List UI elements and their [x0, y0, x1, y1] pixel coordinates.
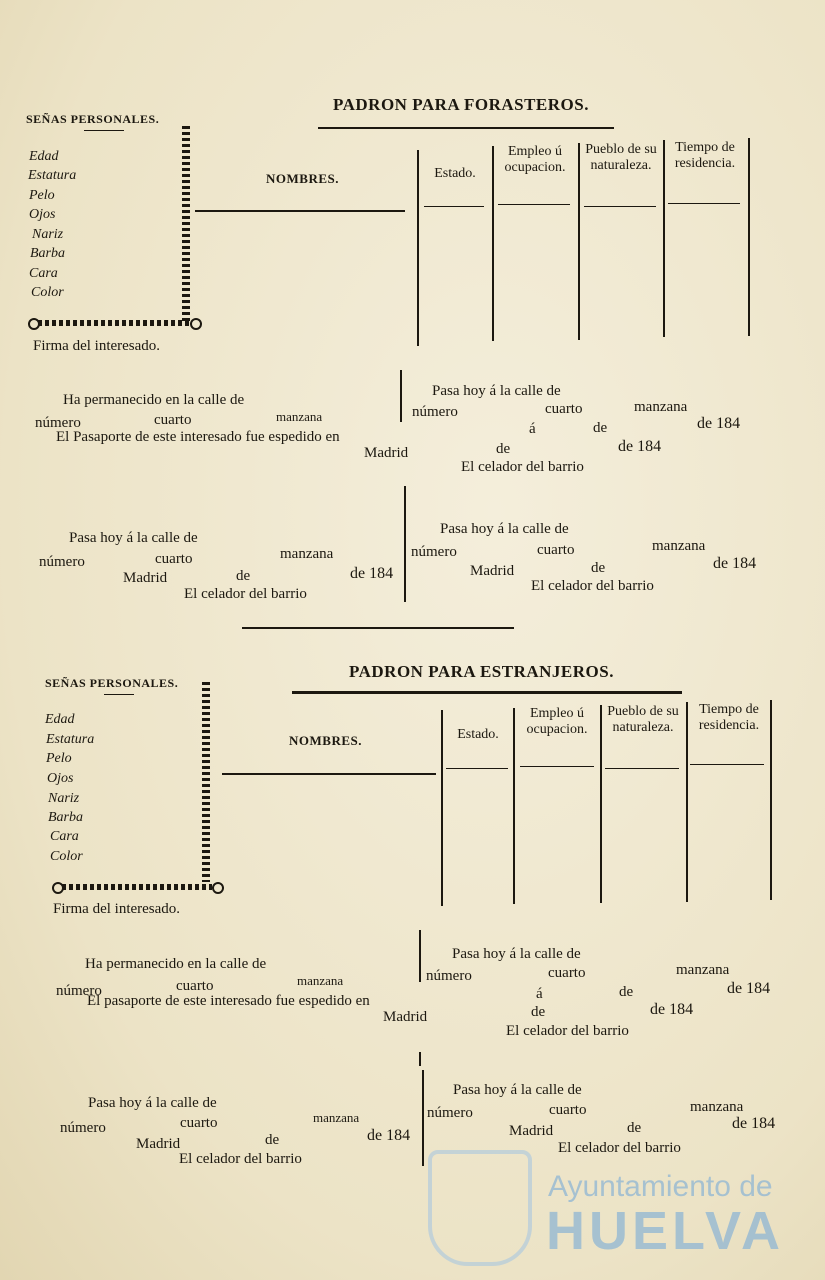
- column-rule: [498, 204, 570, 205]
- text-word: cuarto: [180, 1115, 218, 1131]
- title-rule: [318, 127, 614, 129]
- text-word: número: [412, 404, 458, 420]
- text-word: á: [529, 421, 536, 437]
- trait-label: Edad: [29, 149, 59, 164]
- block-divider: [422, 1070, 424, 1166]
- column-header-pueblo: Pueblo de su naturaleza.: [585, 142, 657, 173]
- trait-label: Color: [50, 849, 83, 864]
- text-word: de: [531, 1004, 546, 1020]
- signature-line: El celador del barrio: [558, 1140, 681, 1156]
- block-divider: [419, 1052, 421, 1066]
- text-word: de: [627, 1120, 642, 1136]
- column-divider: [441, 710, 443, 906]
- column-header-pueblo: Pueblo de su naturaleza.: [607, 704, 679, 735]
- trait-label: Pelo: [46, 751, 72, 766]
- trait-label: Color: [31, 285, 64, 300]
- text-word: de 184: [350, 565, 394, 582]
- text-word: de: [236, 568, 251, 584]
- text-word: de: [265, 1132, 280, 1148]
- text-word: cuarto: [154, 412, 192, 428]
- text-word: manzana: [634, 399, 688, 415]
- text-line: Pasa hoy á la calle de: [88, 1095, 217, 1111]
- column-rule: [446, 768, 508, 769]
- senas-rule: [104, 694, 134, 695]
- text-word: cuarto: [548, 965, 586, 981]
- watermark-line2: HUELVA: [546, 1201, 784, 1261]
- block-divider: [400, 370, 402, 422]
- text-word: manzana: [676, 962, 730, 978]
- text-word: cuarto: [176, 978, 214, 994]
- table-rule: [222, 773, 436, 775]
- column-rule: [605, 768, 679, 769]
- text-word: de 184: [618, 438, 662, 455]
- text-word: Madrid: [123, 570, 168, 586]
- trait-label: Estatura: [28, 168, 77, 183]
- text-word: número: [426, 968, 472, 984]
- text-word: manzana: [280, 546, 334, 562]
- trait-label: Estatura: [46, 732, 95, 747]
- text-word: número: [35, 415, 81, 431]
- text-word: manzana: [652, 538, 706, 554]
- trait-label: Barba: [30, 246, 65, 261]
- column-header-estado: Estado.: [457, 727, 499, 742]
- text-word: manzana: [276, 409, 323, 424]
- text-line: El Pasaporte de este interesado fue espedido en: [56, 429, 340, 445]
- text-word: número: [60, 1120, 106, 1136]
- text-word: de 184: [713, 555, 757, 572]
- table-rule: [195, 210, 405, 212]
- text-word: Madrid: [509, 1123, 554, 1139]
- text-word: cuarto: [537, 542, 575, 558]
- block-divider: [419, 930, 421, 982]
- text-line: Pasa hoy á la calle de: [452, 946, 581, 962]
- signature-line: El celador del barrio: [531, 578, 654, 594]
- signature-line: El celador del barrio: [506, 1023, 629, 1039]
- text-word: de 184: [367, 1127, 411, 1144]
- text-word: cuarto: [549, 1102, 587, 1118]
- text-word: de 184: [697, 415, 741, 432]
- ornament-dot: [190, 318, 202, 330]
- trait-label: Pelo: [29, 188, 55, 203]
- column-rule: [690, 764, 764, 765]
- trait-label: Nariz: [48, 791, 80, 806]
- column-header-nombres: NOMBRES.: [289, 733, 362, 748]
- trait-label: Edad: [45, 712, 75, 727]
- chain-border-horizontal: [62, 884, 212, 890]
- senas-personales-label: SEÑAS PERSONALES.: [26, 112, 160, 126]
- title-rule: [292, 691, 682, 694]
- trait-label: Ojos: [47, 771, 74, 786]
- text-line: Pasa hoy á la calle de: [440, 521, 569, 537]
- text-line: Pasa hoy á la calle de: [453, 1082, 582, 1098]
- text-line: Ha permanecido en la calle de: [63, 392, 245, 408]
- text-line: Pasa hoy á la calle de: [69, 530, 198, 546]
- column-divider: [748, 138, 750, 336]
- column-divider: [770, 700, 772, 900]
- column-header-empleo: Empleo ú ocupacion.: [526, 706, 588, 737]
- firma-label: Firma del interesado.: [53, 901, 181, 917]
- column-rule: [520, 766, 594, 767]
- text-word: de: [496, 441, 511, 457]
- text-line: Pasa hoy á la calle de: [432, 383, 561, 399]
- coat-of-arms-icon: [428, 1150, 532, 1266]
- firma-label: Firma del interesado.: [33, 338, 161, 354]
- text-word: Madrid: [383, 1009, 428, 1025]
- text-word: á: [536, 986, 543, 1002]
- text-word: Madrid: [470, 563, 515, 579]
- column-header-nombres: NOMBRES.: [266, 171, 339, 186]
- section-title: PADRON PARA ESTRANJEROS.: [349, 662, 614, 681]
- text-word: de 184: [650, 1001, 694, 1018]
- text-word: número: [56, 983, 102, 999]
- text-word: manzana: [313, 1110, 360, 1125]
- section-title: PADRON PARA FORASTEROS.: [333, 95, 589, 114]
- ornament-dot: [212, 882, 224, 894]
- watermark-line1: Ayuntamiento de: [548, 1170, 773, 1203]
- ornament-dot: [28, 318, 40, 330]
- text-word: cuarto: [545, 401, 583, 417]
- text-line: El pasaporte de este interesado fue espedido en: [87, 993, 370, 1009]
- column-header-estado: Estado.: [434, 166, 476, 181]
- column-divider: [417, 150, 419, 346]
- text-word: manzana: [690, 1099, 744, 1115]
- text-line: Ha permanecido en la calle de: [85, 956, 267, 972]
- column-rule: [424, 206, 484, 207]
- chain-border-vertical: [202, 682, 210, 882]
- text-word: de 184: [727, 980, 771, 997]
- text-word: de 184: [732, 1115, 776, 1132]
- trait-label: Nariz: [32, 227, 64, 242]
- text-word: de: [619, 984, 634, 1000]
- ornament-dot: [52, 882, 64, 894]
- senas-personales-label: SEÑAS PERSONALES.: [45, 676, 179, 690]
- chain-border-horizontal: [38, 320, 190, 326]
- trait-label: Cara: [50, 829, 79, 844]
- text-word: Madrid: [364, 445, 409, 461]
- column-header-tiempo: Tiempo de residencia.: [674, 140, 736, 171]
- column-rule: [584, 206, 656, 207]
- trait-label: Ojos: [29, 207, 56, 222]
- trait-label: Cara: [29, 266, 58, 281]
- text-word: de: [591, 560, 606, 576]
- text-word: número: [411, 544, 457, 560]
- trait-label: Barba: [48, 810, 83, 825]
- column-header-tiempo: Tiempo de residencia.: [698, 702, 760, 733]
- block-divider: [404, 486, 406, 602]
- text-word: Madrid: [136, 1136, 181, 1152]
- text-word: número: [427, 1105, 473, 1121]
- signature-line: El celador del barrio: [184, 586, 307, 602]
- signature-line: El celador del barrio: [461, 459, 584, 475]
- column-rule: [668, 203, 740, 204]
- signature-line: El celador del barrio: [179, 1151, 302, 1167]
- column-header-empleo: Empleo ú ocupacion.: [504, 144, 566, 175]
- text-word: de: [593, 420, 608, 436]
- text-word: cuarto: [155, 551, 193, 567]
- section-separator: [242, 627, 514, 629]
- chain-border-vertical: [182, 126, 190, 322]
- senas-rule: [84, 130, 124, 131]
- text-word: manzana: [297, 973, 344, 988]
- text-word: número: [39, 554, 85, 570]
